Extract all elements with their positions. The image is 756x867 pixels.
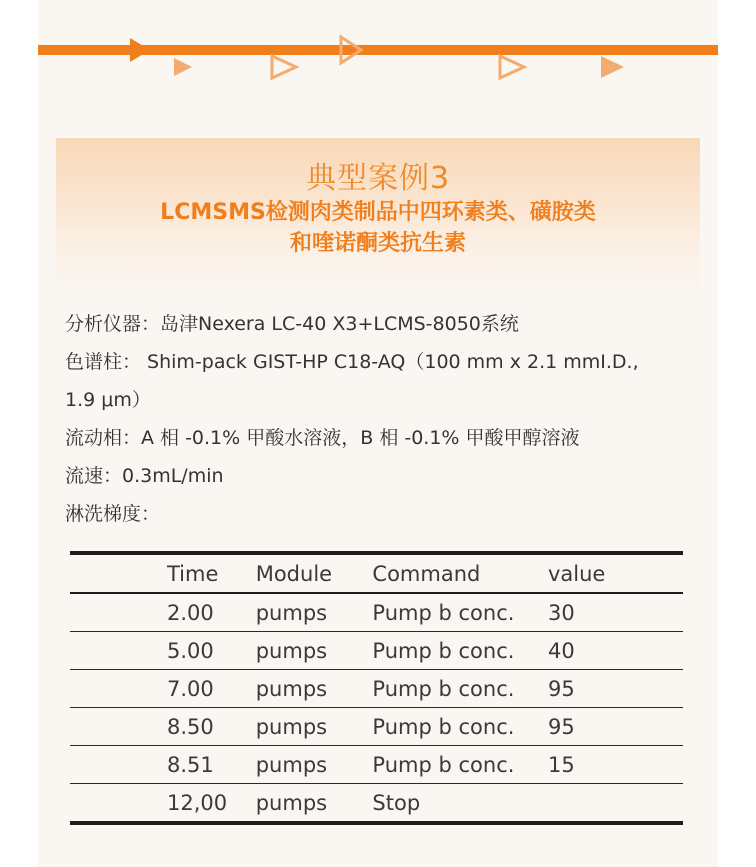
gradient-table-wrapper: [70, 551, 683, 825]
case-subtitle: [56, 197, 700, 259]
outline-arrow-icon: [500, 56, 524, 78]
time-cell: 7.00: [167, 676, 214, 701]
value-header: value: [547, 561, 606, 586]
time-header: Time: [167, 561, 219, 586]
mobile-phase-line: 流动相：A 相 -0.1% 甲酸水溶液，B 相 -0.1% 甲酸甲醇溶液: [65, 427, 580, 449]
value-cell: [548, 784, 683, 824]
instrument-line: 分析仪器：岛津Nexera LC-40 X3+LCMS-8050系统: [65, 313, 519, 335]
left-margin: [0, 0, 38, 867]
command-header: Command: [372, 561, 481, 586]
value-cell: 95: [547, 714, 575, 739]
command-cell: Pump b conc.: [372, 714, 515, 739]
command-cell: Stop: [372, 790, 421, 815]
method-info: [65, 305, 685, 533]
table-body: [70, 593, 683, 823]
module-cell: pumps: [255, 714, 328, 739]
column-line: 色谱柱： Shim-pack GIST-HP C18-AQ（100 mm x 2.1 mmI.D., 1.9 μm）: [65, 351, 639, 411]
flow-rate-line: 流速：0.3mL/min: [65, 465, 224, 487]
table-header-row: [70, 553, 683, 593]
module-cell: pumps: [255, 790, 328, 815]
solid-arrow-icon: [601, 56, 624, 78]
gradient-label: 淋洗梯度：: [65, 503, 161, 525]
command-cell: Pump b conc.: [372, 600, 515, 625]
time-cell: 8.50: [167, 714, 214, 739]
value-cell: 30: [547, 600, 575, 625]
module-cell: pumps: [255, 638, 328, 663]
table-row: [70, 632, 683, 670]
value-cell: 40: [547, 638, 575, 663]
solid-arrow-icon: [174, 58, 192, 76]
right-margin: [718, 0, 756, 867]
value-cell: 15: [547, 752, 575, 777]
command-cell: Pump b conc.: [372, 676, 515, 701]
outline-arrow-icon: [272, 56, 296, 78]
case-subtitle-line-1: LCMSMS检测肉类制品中四环素类、磺胺类: [160, 200, 596, 225]
time-cell: 8.51: [167, 752, 214, 777]
time-cell: 2.00: [167, 600, 214, 625]
command-cell: Pump b conc.: [372, 638, 515, 663]
table-row: [70, 593, 683, 632]
case-subtitle-line-2: 和喹诺酮类抗生素: [289, 231, 466, 256]
module-cell: pumps: [255, 752, 328, 777]
table-row: [70, 746, 683, 784]
value-cell: 95: [547, 676, 575, 701]
case-title: 典型案例3: [305, 161, 451, 196]
case-header-card: [56, 138, 700, 298]
module-header: Module: [255, 561, 333, 586]
table-row: [70, 708, 683, 746]
module-cell: pumps: [255, 676, 328, 701]
table-header: [70, 553, 683, 593]
table-row: [70, 784, 683, 824]
solid-arrow-icon: [130, 38, 150, 62]
time-cell: 12,00: [167, 790, 228, 815]
gradient-table: [70, 551, 683, 825]
table-row: [70, 670, 683, 708]
decorative-arrows: [38, 0, 718, 100]
command-cell: Pump b conc.: [372, 752, 515, 777]
time-cell: 5.00: [167, 638, 214, 663]
module-cell: pumps: [255, 600, 328, 625]
decorative-banner: [38, 0, 718, 100]
content-panel: [38, 0, 718, 867]
